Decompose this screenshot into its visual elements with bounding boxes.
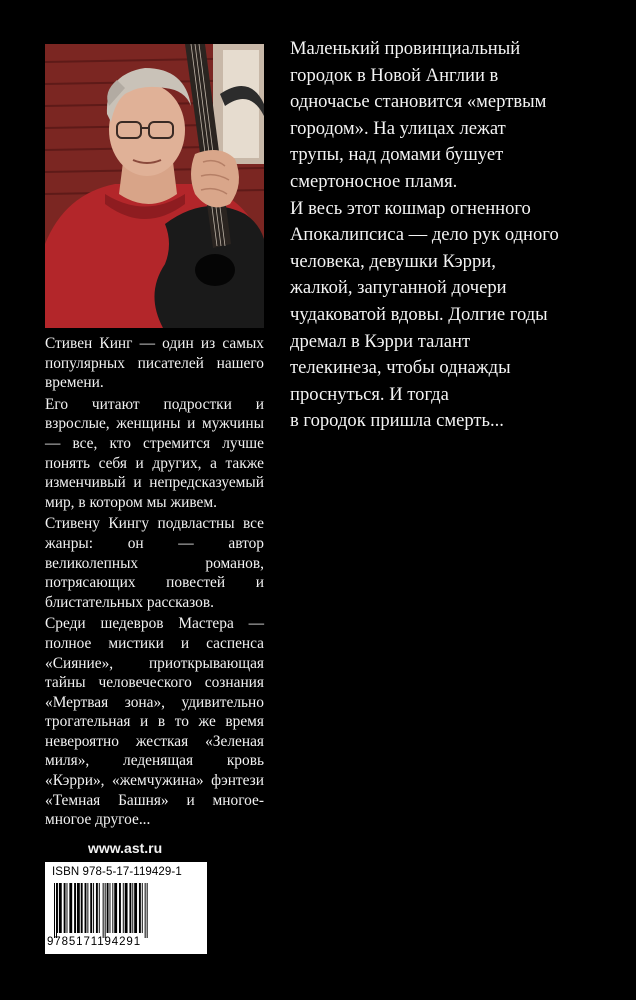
blurb-line: человека, девушки Кэрри, xyxy=(290,250,496,272)
bio-paragraph: Его читают подростки и взрослые, женщины и мужчины — все, кто стремится лучше понять себя и других, а также изменчивый и непредсказуемый мир, в котором мы живем. xyxy=(45,395,264,511)
barcode-bars xyxy=(52,883,202,938)
author-portrait-image xyxy=(45,44,264,328)
blurb-line: в городок пришла смерть... xyxy=(290,410,504,432)
isbn-barcode xyxy=(45,862,207,954)
blurb-line: Маленький провинциальный xyxy=(290,38,521,59)
blurb-line: проснуться. И тогда xyxy=(290,383,449,405)
author-photo xyxy=(45,44,264,328)
blurb-line: трупы, над домами бушует xyxy=(290,144,504,166)
blurb-line: жалкой, запуганной дочери xyxy=(290,277,507,299)
blurb-line: телекинеза, чтобы однажды xyxy=(290,357,511,379)
blurb-line: Апокалипсиса — дело рук одного xyxy=(290,224,559,246)
blurb-line: чудаковатой вдовы. Долгие годы xyxy=(290,303,548,325)
author-bio xyxy=(45,334,264,830)
bio-paragraph: Среди шедевров Мастера — полное мистики и саспенса «Сияние», приоткрывающая тайны человеческого сознания «Мертвая зона», удивительно трогательная и в то же время невероятно жесткая «Зеленая миля», леденящая кровь «Кэрри», «жемчужина» фэнтези «Темная Башня» и многое-многое другое... xyxy=(45,615,264,829)
blurb-line: И весь этот кошмар огненного xyxy=(290,197,531,219)
blurb-line: городок в Новой Англии в xyxy=(290,64,499,86)
blurb-line: одночасье становится «мертвым xyxy=(290,91,547,113)
bio-paragraph: Стивену Кингу подвластны все жанры: он — автор великолепных романов, потрясающих повестей и блистательных рассказов. xyxy=(45,515,264,611)
blurb-line: дремал в Кэрри талант xyxy=(290,330,471,352)
blurb-line: городом». На улицах лежат xyxy=(290,117,506,139)
isbn-number: ISBN 978-5-17-119429-1 xyxy=(52,866,182,878)
publisher-website: www.ast.ru xyxy=(88,840,163,856)
bio-paragraph: Стивен Кинг — один из самых популярных писателей нашего времени. xyxy=(45,335,264,392)
barcode-digits: 9785171194291 xyxy=(47,936,141,948)
book-blurb xyxy=(290,36,590,435)
blurb-line: смертоносное пламя. xyxy=(290,170,458,192)
